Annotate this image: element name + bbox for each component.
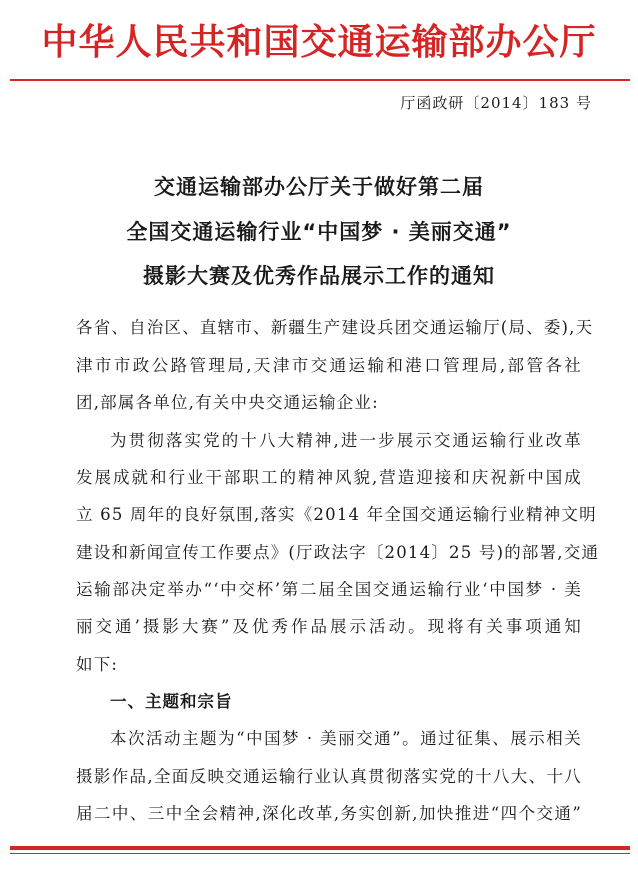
addressee-line-3: 团,部属各单位,有关中央交通运输企业:	[76, 393, 379, 412]
paragraph-line-1: 为贯彻落实党的十八大精神,进一步展示交通运输行业改革	[110, 431, 582, 450]
section-line-2: 摄影作品,全面反映交通运输行业认真贯彻落实党的十八大、十八	[76, 767, 582, 786]
footer-rule-thin	[10, 853, 630, 854]
title-line-1: 交通运输部办公厅关于做好第二届	[154, 175, 484, 199]
section-line-3: 届二中、三中全会精神,深化改革,务实创新,加快推进“四个交通”	[76, 804, 582, 823]
paragraph-line-3: 立 65 周年的良好氛围,落实《2014 年全国交通运输行业精神文明	[76, 505, 597, 524]
paragraph-line-2: 发展成就和行业干部职工的精神风貌,营造迎接和庆祝新中国成	[76, 468, 582, 487]
addressee-line-2: 津市市政公路管理局,天津市交通运输和港口管理局,部管各社	[76, 356, 582, 375]
letterhead-rule	[10, 79, 630, 81]
paragraph-line-4: 建设和新闻宣传工作要点》(厅政法字〔2014〕25 号)的部署,交通	[76, 543, 600, 562]
paragraph-line-6: 丽交通’摄影大赛”及优秀作品展示活动。现将有关事项通知	[76, 617, 582, 636]
title-line-2: 全国交通运输行业“中国梦 · 美丽交通”	[126, 220, 512, 244]
letterhead: 中华人民共和国交通运输部办公厅	[41, 22, 597, 63]
paragraph-line-5: 运输部决定举办“‘中交杯’第二届全国交通运输行业‘中国梦 · 美	[76, 580, 582, 599]
title-line-3: 摄影大赛及优秀作品展示工作的通知	[143, 264, 495, 288]
section-line-1: 本次活动主题为“中国梦 · 美丽交通”。通过征集、展示相关	[110, 729, 582, 748]
addressee-line-1: 各省、自治区、直辖市、新疆生产建设兵团交通运输厅(局、委),天	[76, 318, 594, 337]
document-number: 厅函政研〔2014〕183 号	[400, 94, 592, 112]
paragraph-line-7: 如下:	[76, 655, 119, 674]
section-heading: 一、主题和宗旨	[110, 692, 233, 711]
footer-rule-thick	[10, 846, 630, 850]
